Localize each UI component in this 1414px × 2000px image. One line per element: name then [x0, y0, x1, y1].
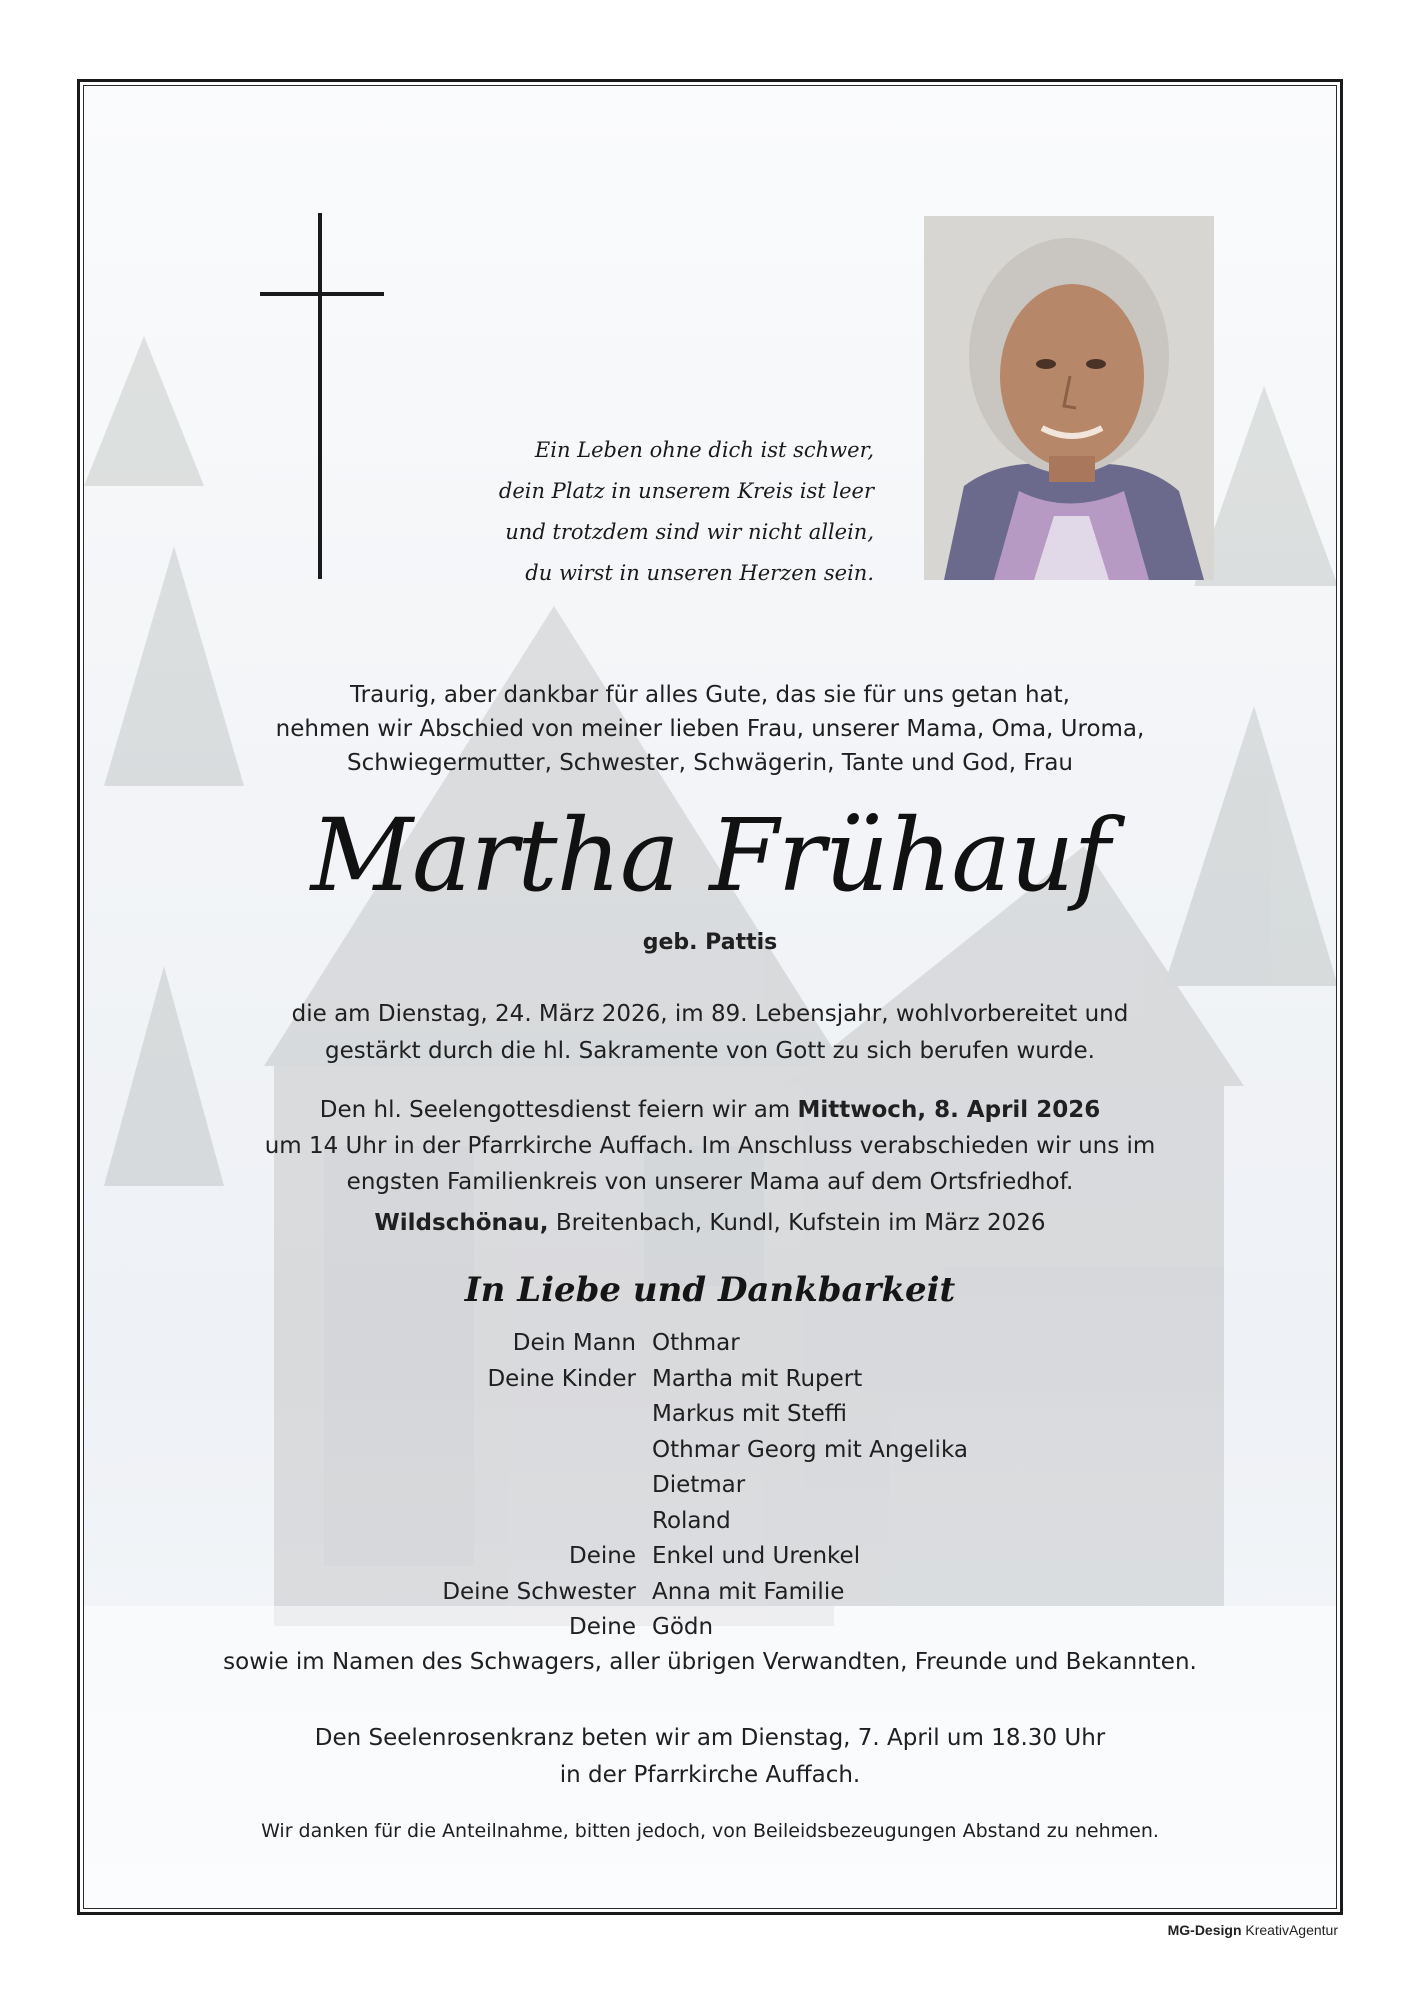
maiden-name: geb. Pattis [642, 930, 778, 955]
place-bold: Wildschönau, [374, 1210, 549, 1236]
service-line [83, 1092, 1337, 1128]
family-names: Enkel und Urenkel [652, 1543, 861, 1569]
poem-line: du wirst in unseren Herzen sein. [525, 561, 874, 585]
rosary-line: Den Seelenrosenkranz beten wir am Dienstag, 7. April um 18.30 Uhr [314, 1725, 1106, 1751]
family-relation: Dein Mann [512, 1330, 636, 1356]
agency-suffix: KreativAgentur [1241, 1922, 1338, 1938]
family-names: Gödn [652, 1614, 714, 1640]
place-rest: Breitenbach, Kundl, Kufstein im März 2026 [548, 1210, 1046, 1236]
family-names: Othmar [652, 1330, 740, 1356]
family-row [83, 1326, 1337, 1362]
family-list [83, 1326, 1337, 1646]
service-line: engsten Familienkreis von unserer Mama auf dem Ortsfriedhof. [346, 1169, 1074, 1195]
death-notice [83, 996, 1337, 1070]
family-relation [83, 1504, 652, 1540]
funeral-service-text [83, 1092, 1337, 1200]
family-relation [83, 1433, 652, 1469]
family-row [83, 1504, 1337, 1540]
rosary-line: in der Pfarrkirche Auffach. [559, 1762, 861, 1788]
family-relation [83, 1397, 652, 1433]
agency-credit [1168, 1922, 1338, 1938]
deceased-name: Martha Frühauf [310, 797, 1110, 914]
family-row [83, 1362, 1337, 1398]
family-row [83, 1468, 1337, 1504]
intro-line: Traurig, aber dankbar für alles Gute, das sie für uns getan hat, [350, 682, 1070, 708]
rosary-notice [83, 1720, 1337, 1794]
latin-cross-icon [318, 213, 322, 579]
family-relation: Deine Schwester [442, 1578, 636, 1605]
agency-name: MG-Design [1167, 1922, 1242, 1938]
family-relation: Deine [569, 1543, 636, 1569]
service-date: Mittwoch, 8. April 2026 [797, 1097, 1101, 1123]
service-lead: Den hl. Seelengottesdienst feiern wir am [319, 1097, 798, 1123]
also-on-behalf-line: sowie im Namen des Schwagers, aller übrigen Verwandten, Freunde und Bekannten. [223, 1649, 1197, 1675]
poem-line: und trotzdem sind wir nicht allein, [505, 520, 874, 544]
intro-text [83, 678, 1337, 780]
intro-line: nehmen wir Abschied von meiner lieben Frau, unserer Mama, Oma, Uroma, [275, 716, 1145, 742]
family-relation [83, 1468, 652, 1504]
family-names: Anna mit Familie [652, 1578, 845, 1605]
death-line: die am Dienstag, 24. März 2026, im 89. Lebensjahr, wohlvorbereitet und [291, 1001, 1129, 1027]
family-relation: Deine [569, 1614, 636, 1640]
death-line: gestärkt durch die hl. Sakramente von Gott zu sich berufen wurde. [325, 1038, 1095, 1064]
family-row [83, 1539, 1337, 1575]
poem-line: Ein Leben ohne dich ist schwer, [534, 438, 874, 462]
family-row [83, 1575, 1337, 1611]
family-names: Othmar Georg mit Angelika [652, 1436, 968, 1463]
family-names: Dietmar [652, 1472, 746, 1498]
memorial-poem [460, 430, 874, 594]
family-names: Martha mit Rupert [652, 1365, 863, 1392]
family-names: Roland [652, 1507, 731, 1534]
family-row [83, 1610, 1337, 1646]
thanks-note: Wir danken für die Anteilnahme, bitten jedoch, von Beileidsbezeugungen Abstand zu nehmen. [261, 1820, 1159, 1842]
poem-line: dein Platz in unserem Kreis ist leer [498, 479, 874, 503]
closing-title: In Liebe und Dankbarkeit [464, 1270, 956, 1310]
service-line: um 14 Uhr in der Pfarrkirche Auffach. Im Anschluss verabschieden wir uns im [264, 1133, 1156, 1159]
family-names: Markus mit Steffi [652, 1401, 848, 1427]
intro-line: Schwiegermutter, Schwester, Schwägerin, Tante und God, Frau [346, 750, 1074, 776]
place-date-line [83, 1210, 1337, 1236]
family-row [83, 1433, 1337, 1469]
portrait-photo [924, 216, 1214, 580]
family-relation: Deine Kinder [487, 1365, 636, 1392]
latin-cross-bar [260, 292, 384, 296]
family-row [83, 1397, 1337, 1433]
